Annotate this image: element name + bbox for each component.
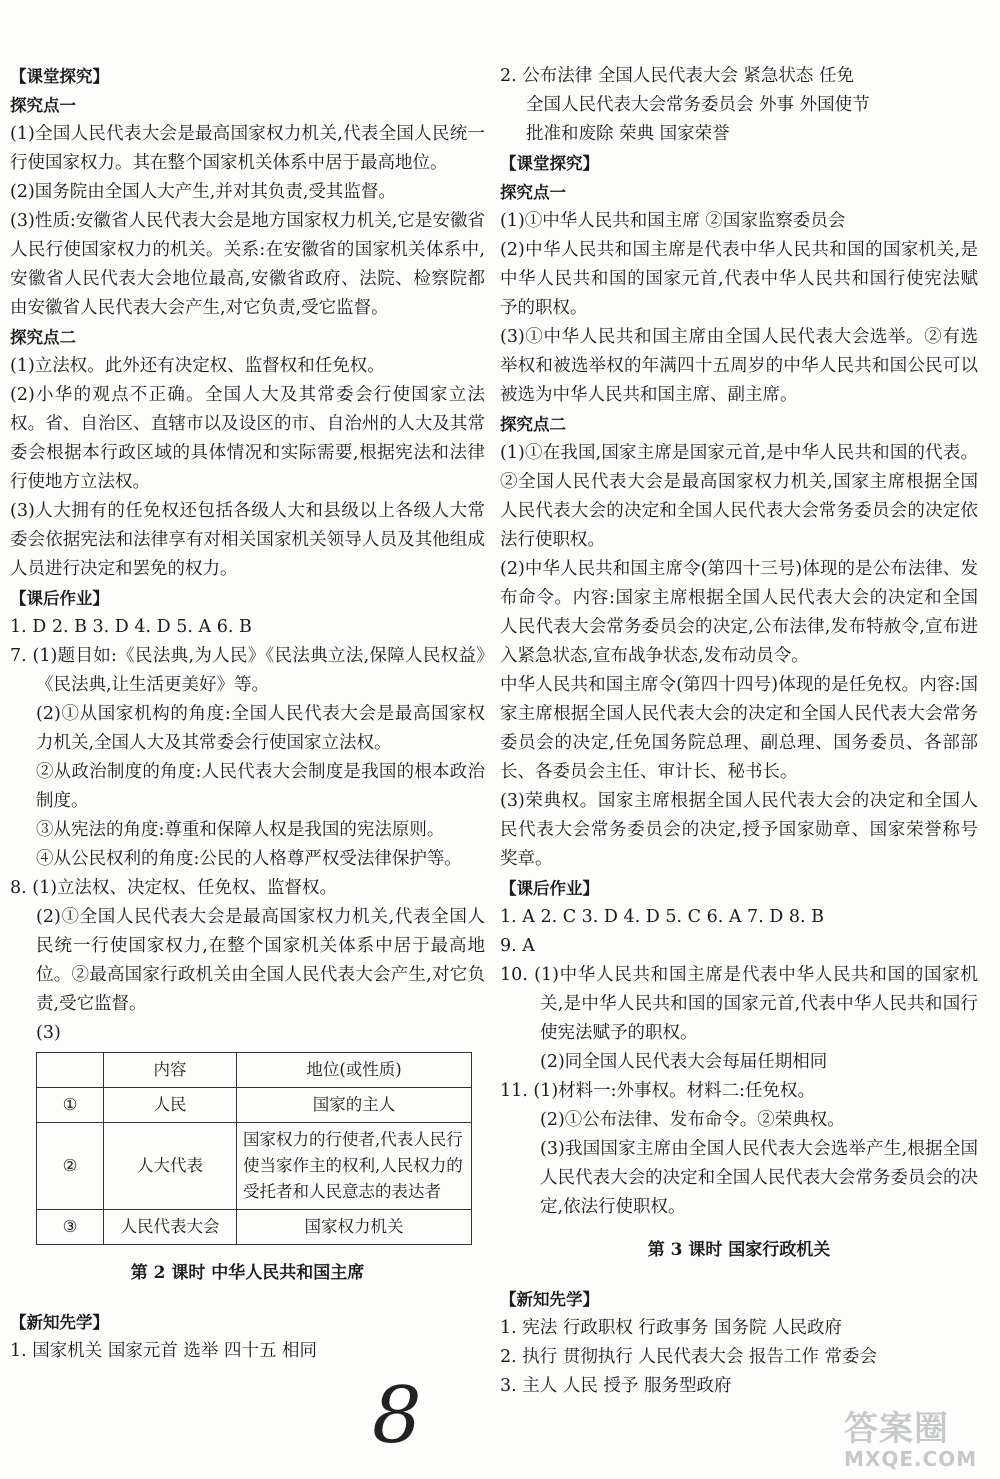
- answer-paragraph: 中华人民共和国主席令(第四十四号)体现的是任免权。内容:国家主席根据全国人民代表大会的决定和全国人民代表大会常务委员会的决定,任免国务院总理、副总理、国务委员、各部部长、各委员会主任、审计长、秘书长。: [500, 675, 978, 782]
- preview-answer-2-line-2: 全国人民代表大会常务委员会 外事 外国使节: [526, 95, 870, 115]
- table-header-row: [37, 1053, 472, 1088]
- preview-answer-2-line-1: 2. 公布法律 全国人民代表大会 紧急状态 任免: [500, 66, 854, 86]
- question-11-part-3: (3)我国国家主席由全国人民代表大会选举产生,根据全国人民代表大会的决定和全国人民代表大会常务委员会的决定,依法行使职权。: [540, 1139, 978, 1217]
- question-7-part-2: (2)①从国家机构的角度:全国人民代表大会是最高国家权力机关,全国人大及其常委会行使国家立法权。: [36, 704, 485, 753]
- table-header-cell: 地位(或性质): [237, 1053, 472, 1088]
- preview-answer-2-line-3: 批准和废除 荣典 国家荣誉: [526, 124, 730, 144]
- table-cell: 人民代表大会: [104, 1210, 237, 1245]
- preview-answer-1: 1. 国家机关 国家元首 选举 四十五 相同: [10, 1341, 318, 1361]
- section-heading-preview: 【新知先学】: [500, 1290, 599, 1309]
- table-cell: 国家权力机关: [237, 1210, 472, 1245]
- page-number: 8: [372, 1371, 422, 1461]
- section-heading-classroom-inquiry: 【课堂探究】: [500, 154, 599, 173]
- answer-paragraph: (2)中华人民共和国主席是代表中华人民共和国的国家机关,是中华人民共和国的国家元首,代表中华人民共和国行使宪法赋予的职权。: [500, 240, 978, 318]
- table-cell: 国家权力的行使者,代表人民行使当家作主的权利,人民权力的受托者和人民意志的表达者: [237, 1123, 472, 1210]
- question-10-part-2: (2)同全国人民代表大会每届任期相同: [540, 1052, 828, 1072]
- lesson-2-title: 第 2 课时 中华人民共和国主席: [130, 1263, 365, 1283]
- table-header-cell: [37, 1053, 104, 1088]
- preview-answer-1: 1. 宪法 行政职权 行政事务 国务院 人民政府: [500, 1318, 843, 1338]
- table-cell: 人民: [104, 1088, 237, 1123]
- right-column: [500, 62, 978, 1401]
- choice-answers: 1. D 2. B 3. D 4. D 5. A 6. B: [10, 617, 252, 637]
- table-cell: 人大代表: [104, 1123, 237, 1210]
- choice-answers: 1. A 2. C 3. D 4. D 5. C 6. A 7. D 8. B: [500, 907, 825, 927]
- question-10-part-1: 10. (1)中华人民共和国主席是代表中华人民共和国的国家机关,是中华人民共和国的国家元首,代表中华人民共和国行使宪法赋予的职权。: [500, 965, 978, 1043]
- answer-paragraph: (1)①在我国,国家主席是国家元首,是中华人民共和国的代表。②全国人民代表大会是最高国家权力机关,国家主席根据全国人民代表大会的决定和全国人民代表大会常务委员会的决定依法行使职权。: [500, 443, 978, 550]
- inquiry-point-one: 探究点一: [10, 96, 76, 115]
- section-heading-homework: 【课后作业】: [10, 589, 109, 608]
- answer-paragraph: (1)立法权。此外还有决定权、监督权和任免权。: [10, 356, 385, 376]
- table-cell: ①: [37, 1088, 104, 1123]
- question-11-part-1: 11. (1)材料一:外事权。材料二:任免权。: [500, 1081, 815, 1101]
- answer-paragraph: (2)小华的观点不正确。全国人大及其常委会行使国家立法权。省、自治区、直辖市以及设区的市、自治州的人大及其常委会根据本行政区域的具体情况和实际需要,根据宪法和法律行使地方立法权。: [10, 385, 485, 492]
- table-cell: 国家的主人: [237, 1088, 472, 1123]
- table-row: [37, 1210, 472, 1245]
- preview-answer-3: 3. 主人 人民 授予 服务型政府: [500, 1376, 732, 1396]
- table-cell: ③: [37, 1210, 104, 1245]
- question-8-part-2: (2)①全国人民代表大会是最高国家权力机关,代表全国人民统一行使国家权力,在整个国家机关体系中居于最高地位。②最高国家行政机关由全国人民代表大会产生,对它负责,受它监督。: [36, 907, 485, 1014]
- table-row: [37, 1123, 472, 1210]
- question-8-part-3: (3): [36, 1023, 61, 1043]
- section-heading-homework: 【课后作业】: [500, 879, 599, 898]
- table-row: [37, 1088, 472, 1123]
- section-heading-classroom-inquiry: 【课堂探究】: [10, 67, 109, 86]
- question-7-part-3: ②从政治制度的角度:人民代表大会制度是我国的根本政治制度。: [36, 762, 485, 811]
- left-column: [10, 62, 485, 1366]
- answer-paragraph: (3)人大拥有的任免权还包括各级人大和县级以上各级人大常委会依据宪法和法律享有对相关国家机关领导人员及其他组成人员进行决定和罢免的权力。: [10, 501, 485, 579]
- table-cell: ②: [37, 1123, 104, 1210]
- choice-answers: 9. A: [500, 936, 535, 956]
- watermark-text: 答案圈: [844, 1409, 949, 1449]
- question-7-part-4: ③从宪法的角度:尊重和保障人权是我国的宪法原则。: [36, 820, 445, 840]
- watermark-url: MXQE.COM: [844, 1447, 978, 1471]
- watermark-logo: [844, 1410, 994, 1474]
- question-11-part-2: (2)①公布法律、发布命令。②荣典权。: [540, 1110, 845, 1130]
- position-table: [36, 1052, 472, 1245]
- question-8-part-1: 8. (1)立法权、决定权、任免权、监督权。: [10, 878, 338, 898]
- answer-paragraph: (1)①中华人民共和国主席 ②国家监察委员会: [500, 211, 846, 231]
- answer-paragraph: (3)①中华人民共和国主席由全国人民代表大会选举。②有选举权和被选举权的年满四十五周岁的中华人民共和国公民可以被选为中华人民共和国主席、副主席。: [500, 327, 978, 405]
- question-7-part-5: ④从公民权利的角度:公民的人格尊严权受法律保护等。: [36, 849, 462, 869]
- answer-paragraph: (2)中华人民共和国主席令(第四十三号)体现的是公布法律、发布命令。内容:国家主席根据全国人民代表大会的决定和全国人民代表大会常务委员会的决定,公布法律,发布特赦令,宣布进入紧急状态,宣布战争状态,发布动员令。: [500, 559, 978, 666]
- answer-paragraph: (2)国务院由全国人大产生,并对其负责,受其监督。: [10, 182, 396, 202]
- inquiry-point-two: 探究点二: [500, 415, 566, 434]
- answer-paragraph: (3)性质:安徽省人民代表大会是地方国家权力机关,它是安徽省人民行使国家权力的机关。关系:在安徽省的国家机关体系中,安徽省人民代表大会地位最高,安徽省政府、法院、检察院都由安徽省人民代表大会产生,对它负责,受它监督。: [10, 211, 485, 318]
- answer-paragraph: (3)荣典权。国家主席根据全国人民代表大会的决定和全国人民代表大会常务委员会的决定,授予国家勋章、国家荣誉称号奖章。: [500, 791, 978, 869]
- preview-answer-2: 2. 执行 贯彻执行 人民代表大会 报告工作 常委会: [500, 1347, 878, 1367]
- answer-paragraph: (1)全国人民代表大会是最高国家权力机关,代表全国人民统一行使国家权力。其在整个国家机关体系中居于最高地位。: [10, 124, 485, 173]
- question-7-part-1: 7. (1)题目如:《民法典,为人民》《民法典立法,保障人民权益》《民法典,让生活更美好》等。: [10, 646, 485, 695]
- inquiry-point-one: 探究点一: [500, 183, 566, 202]
- lesson-3-title: 第 3 课时 国家行政机关: [647, 1240, 831, 1260]
- table-header-cell: 内容: [104, 1053, 237, 1088]
- inquiry-point-two: 探究点二: [10, 328, 76, 347]
- section-heading-preview: 【新知先学】: [10, 1313, 109, 1332]
